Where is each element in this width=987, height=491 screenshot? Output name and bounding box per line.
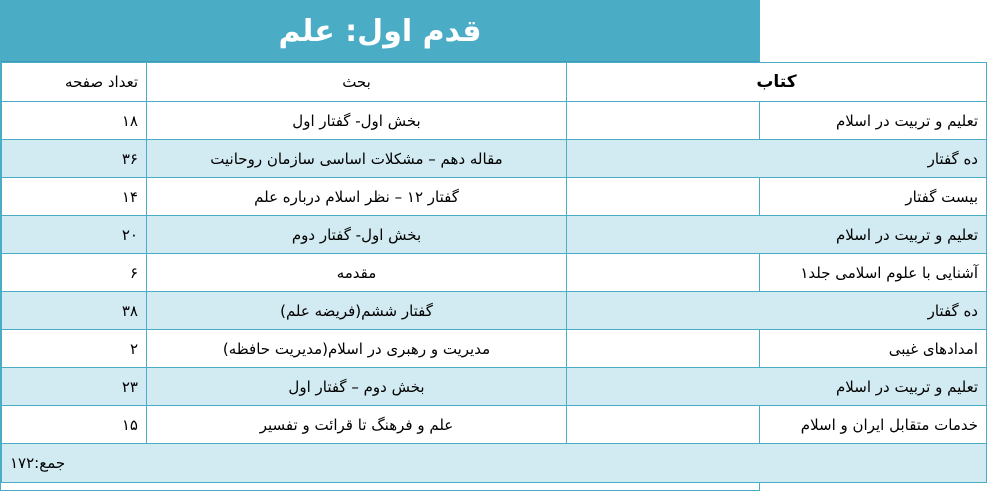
table-row <box>2 254 987 292</box>
header-book: کتاب <box>567 63 987 102</box>
header-topic: بحث <box>147 63 567 102</box>
cell-topic: گفتار ششم(فریضه علم) <box>147 292 567 330</box>
cell-pages: ۱۵ <box>2 406 147 444</box>
cell-topic: بخش اول- گفتار اول <box>147 102 567 140</box>
cell-book: بیست گفتار <box>567 178 987 216</box>
cell-pages: ۲۳ <box>2 368 147 406</box>
cell-topic: علم و فرهنگ تا قرائت و تفسیر <box>147 406 567 444</box>
cell-book: ده گفتار <box>567 140 987 178</box>
page-title: قدم اول: علم <box>278 13 482 49</box>
cell-topic: گفتار ۱۲ – نظر اسلام درباره علم <box>147 178 567 216</box>
header-pages: تعداد صفحه <box>2 63 147 102</box>
table-row <box>2 406 987 444</box>
cell-book: تعلیم و تربیت در اسلام <box>567 368 987 406</box>
title-bar <box>1 1 759 62</box>
table-row <box>2 330 987 368</box>
cell-book: ده گفتار <box>567 292 987 330</box>
cell-book: امدادهای غیبی <box>567 330 987 368</box>
cell-pages: ۶ <box>2 254 147 292</box>
books-table <box>1 62 987 483</box>
table-row <box>2 140 987 178</box>
table-row <box>2 178 987 216</box>
cell-topic: مقاله دهم – مشکلات اساسی سازمان روحانیت <box>147 140 567 178</box>
cell-topic: مقدمه <box>147 254 567 292</box>
cell-topic: مدیریت و رهبری در اسلام(مدیریت حافظه) <box>147 330 567 368</box>
cell-book: خدمات متقابل ایران و اسلام <box>567 406 987 444</box>
table-row <box>2 216 987 254</box>
cell-pages: ۲۰ <box>2 216 147 254</box>
table-row <box>2 102 987 140</box>
cell-pages: ۲ <box>2 330 147 368</box>
cell-pages: ۱۴ <box>2 178 147 216</box>
total-label: جمع:۱۷۲ <box>2 444 987 483</box>
table-header-row <box>2 63 987 102</box>
table-row <box>2 292 987 330</box>
cell-book: آشنایی با علوم اسلامی جلد۱ <box>567 254 987 292</box>
cell-topic: بخش اول- گفتار دوم <box>147 216 567 254</box>
cell-book: تعلیم و تربیت در اسلام <box>567 216 987 254</box>
cell-topic: بخش دوم – گفتار اول <box>147 368 567 406</box>
total-row <box>2 444 987 483</box>
cell-pages: ۱۸ <box>2 102 147 140</box>
table-row <box>2 368 987 406</box>
cell-pages: ۳۶ <box>2 140 147 178</box>
cell-book: تعلیم و تربیت در اسلام <box>567 102 987 140</box>
cell-pages: ۳۸ <box>2 292 147 330</box>
